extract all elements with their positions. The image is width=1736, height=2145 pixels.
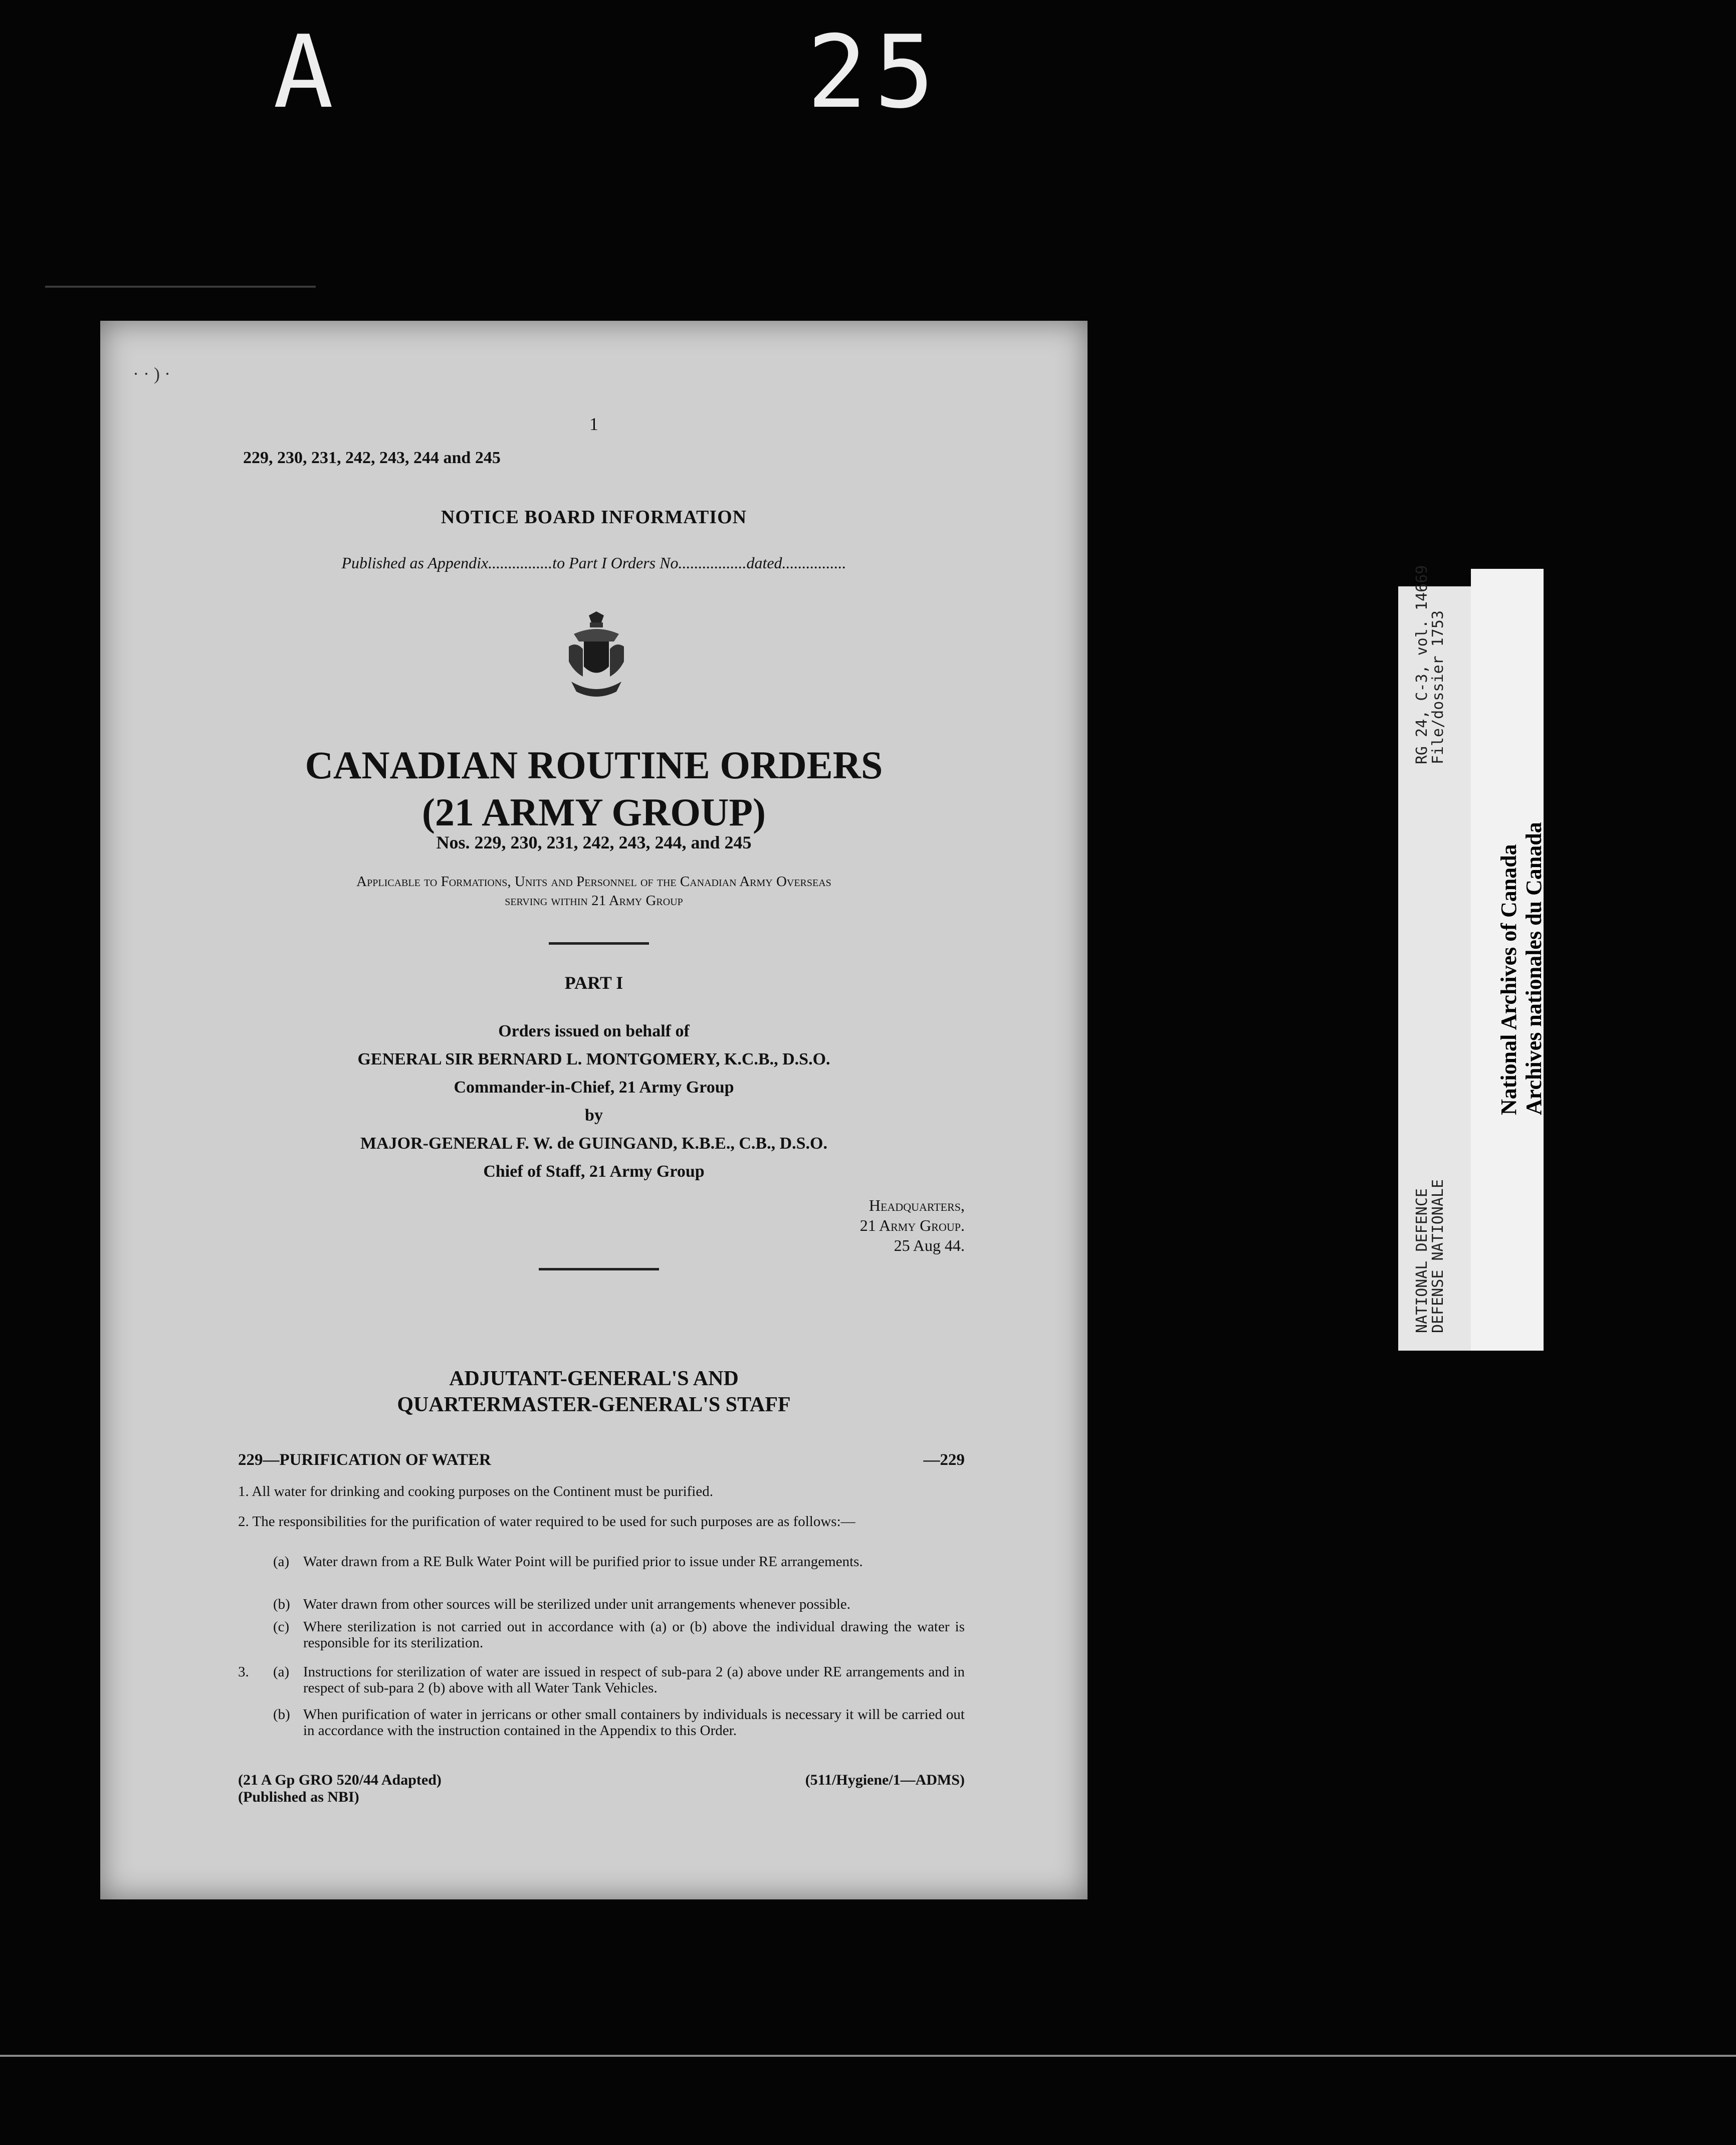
- royal-coat-of-arms-icon: [564, 611, 629, 702]
- film-frame-number: 25: [807, 14, 942, 131]
- commander-name: GENERAL SIR BERNARD L. MONTGOMERY, K.C.B., D.S.O.: [357, 1050, 830, 1068]
- hq-line-2: 21 Army Group.: [859, 1216, 965, 1234]
- sub-para-label: (c): [273, 1619, 290, 1635]
- hq-date: 25 Aug 44.: [894, 1236, 965, 1254]
- sub-para-label: (a): [273, 1554, 290, 1570]
- page-number: 1: [589, 414, 598, 434]
- chief-of-staff-name: MAJOR-GENERAL F. W. de GUINGAND, K.B.E., C.B., D.S.O.: [360, 1134, 827, 1153]
- divider-rule: [539, 1268, 659, 1270]
- paragraph-2: 2. The responsibilities for the purification of water required to be used for such purposes are as follows:—: [238, 1514, 855, 1530]
- sub-para-label: (b): [273, 1596, 290, 1612]
- applicable-line-2: serving within 21 Army Group: [505, 893, 683, 909]
- film-streak: [45, 286, 316, 288]
- paragraph-2c: Where sterilization is not carried out in accordance with (a) or (b) above the individual drawing the water is responsible for its sterilization.: [303, 1619, 965, 1651]
- film-edge-line: [0, 2055, 1736, 2057]
- film-frame-mark-left: A: [273, 14, 341, 131]
- applicability-statement: [100, 872, 1088, 910]
- paragraph-2b: Water drawn from other sources will be sterilized under unit arrangements whenever possible.: [303, 1596, 851, 1612]
- national-defence-text: NATIONAL DEFENCE: [1413, 1188, 1431, 1333]
- sub-para-label: (b): [273, 1706, 290, 1723]
- archives-nationales-text: Archives nationales du Canada: [1522, 822, 1546, 1115]
- by-text: by: [585, 1106, 603, 1125]
- divider-rule: [549, 942, 649, 945]
- applicable-line-1: Applicable to Formations, Units and Personnel of the Canadian Army Overseas: [356, 874, 831, 890]
- paragraph-3b: When purification of water in jerricans or other small containers by individuals is necessary it will be carried out in accordance with the instruction contained in the Appendix to this Order.: [303, 1706, 965, 1739]
- headquarters-date-block: [860, 1195, 965, 1255]
- paragraph-3a: Instructions for sterilization of water are issued in respect of sub-para 2 (a) above under RE arrangements and in respect of sub-para 2 (b) above with all Water Tank Vehicles.: [303, 1664, 965, 1696]
- staff-heading: [100, 1366, 1088, 1418]
- part-heading: PART I: [564, 973, 623, 993]
- commander-title: Commander-in-Chief, 21 Army Group: [454, 1078, 734, 1097]
- document-page: [100, 321, 1088, 1899]
- archive-reference-line-2: File/dossier 1753: [1429, 610, 1447, 764]
- footer-left-line-2: (Published as NBI): [238, 1789, 359, 1805]
- sub-para-label: (a): [273, 1664, 290, 1680]
- chief-of-staff-title: Chief of Staff, 21 Army Group: [483, 1162, 705, 1181]
- defense-nationale-text: DEFENSE NATIONALE: [1429, 1179, 1447, 1333]
- published-as-appendix-line: Published as Appendix................to Part I Orders No.................dated................: [341, 554, 846, 572]
- staff-heading-line-2: QUARTERMASTER-GENERAL'S STAFF: [397, 1393, 791, 1416]
- notice-board-heading: NOTICE BOARD INFORMATION: [441, 507, 747, 528]
- footer-reference-right: (511/Hygiene/1—ADMS): [805, 1772, 965, 1788]
- document-title: [100, 742, 1088, 836]
- paragraph-3-number: 3.: [238, 1664, 249, 1680]
- paragraph-1: 1. All water for drinking and cooking purposes on the Continent must be purified.: [238, 1483, 713, 1499]
- hq-line-1: Headquarters,: [869, 1196, 965, 1214]
- archive-label: [1398, 565, 1546, 1351]
- archive-reference-line-1: RG 24, C-3, vol. 14669: [1413, 565, 1431, 764]
- staff-heading-line-1: ADJUTANT-GENERAL'S AND: [449, 1367, 739, 1390]
- title-line-1: CANADIAN ROUTINE ORDERS: [305, 743, 883, 787]
- order-numbers-subtitle: Nos. 229, 230, 231, 242, 243, 244, and 245: [436, 832, 752, 852]
- national-archives-text: National Archives of Canada: [1496, 844, 1521, 1115]
- footer-left-line-1: (21 A Gp GRO 520/44 Adapted): [238, 1772, 442, 1788]
- margin-marks: · · ) ·: [133, 364, 170, 384]
- title-line-2: (21 ARMY GROUP): [421, 790, 766, 834]
- paragraph-2a: Water drawn from a RE Bulk Water Point will be purified prior to issue under RE arrangements.: [303, 1554, 863, 1570]
- issuing-authority-block: [100, 1017, 1088, 1186]
- order-numbers-header: 229, 230, 231, 242, 243, 244 and 245: [243, 449, 501, 467]
- issued-on-behalf-text: Orders issued on behalf of: [498, 1022, 690, 1040]
- section-heading: 229—PURIFICATION OF WATER: [238, 1451, 491, 1469]
- footer-reference-left: [238, 1772, 442, 1806]
- section-number: —229: [923, 1451, 965, 1469]
